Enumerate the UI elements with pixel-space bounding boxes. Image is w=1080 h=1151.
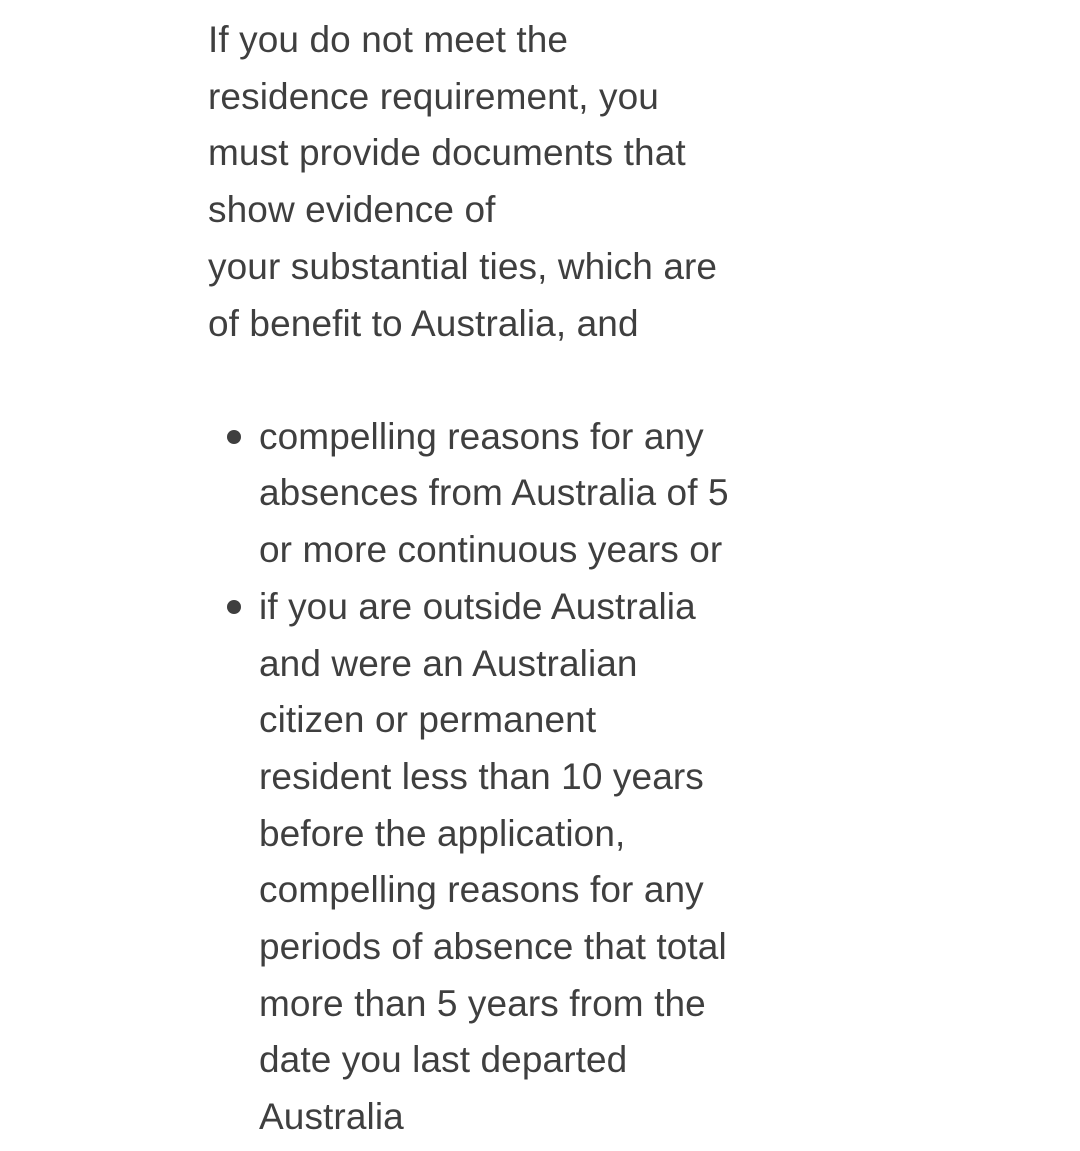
text-line: citizen or permanent: [259, 699, 597, 741]
text-line: absences from Australia of 5: [259, 472, 729, 514]
text-line: your substantial ties, which are: [208, 245, 718, 287]
intro-paragraph: [208, 12, 768, 352]
document-body: [208, 12, 768, 1146]
list-item: [208, 409, 768, 579]
text-line: compelling reasons for any: [259, 415, 704, 457]
text-line: resident less than 10 years: [259, 755, 704, 797]
bullet-icon: [227, 600, 241, 614]
text-line: or more continuous years or: [259, 529, 723, 571]
text-line: must provide documents that: [208, 132, 686, 174]
text-line: compelling reasons for any: [259, 869, 704, 911]
bullet-icon: [227, 430, 241, 444]
text-line: Australia: [259, 1096, 404, 1138]
text-line: before the application,: [259, 812, 626, 854]
text-line: more than 5 years from the: [259, 982, 706, 1024]
text-line: of benefit to Australia, and: [208, 302, 639, 344]
text-line: periods of absence that total: [259, 926, 727, 968]
text-line: date you last departed: [259, 1039, 628, 1081]
text-line: If you do not meet the: [208, 19, 569, 60]
text-line: and were an Australian: [259, 642, 638, 684]
text-line: show evidence of: [208, 189, 496, 231]
text-line: if you are outside Australia: [259, 585, 696, 627]
list-item: [208, 579, 768, 1146]
text-line: residence requirement, you: [208, 75, 659, 117]
requirements-list: [208, 409, 768, 1146]
